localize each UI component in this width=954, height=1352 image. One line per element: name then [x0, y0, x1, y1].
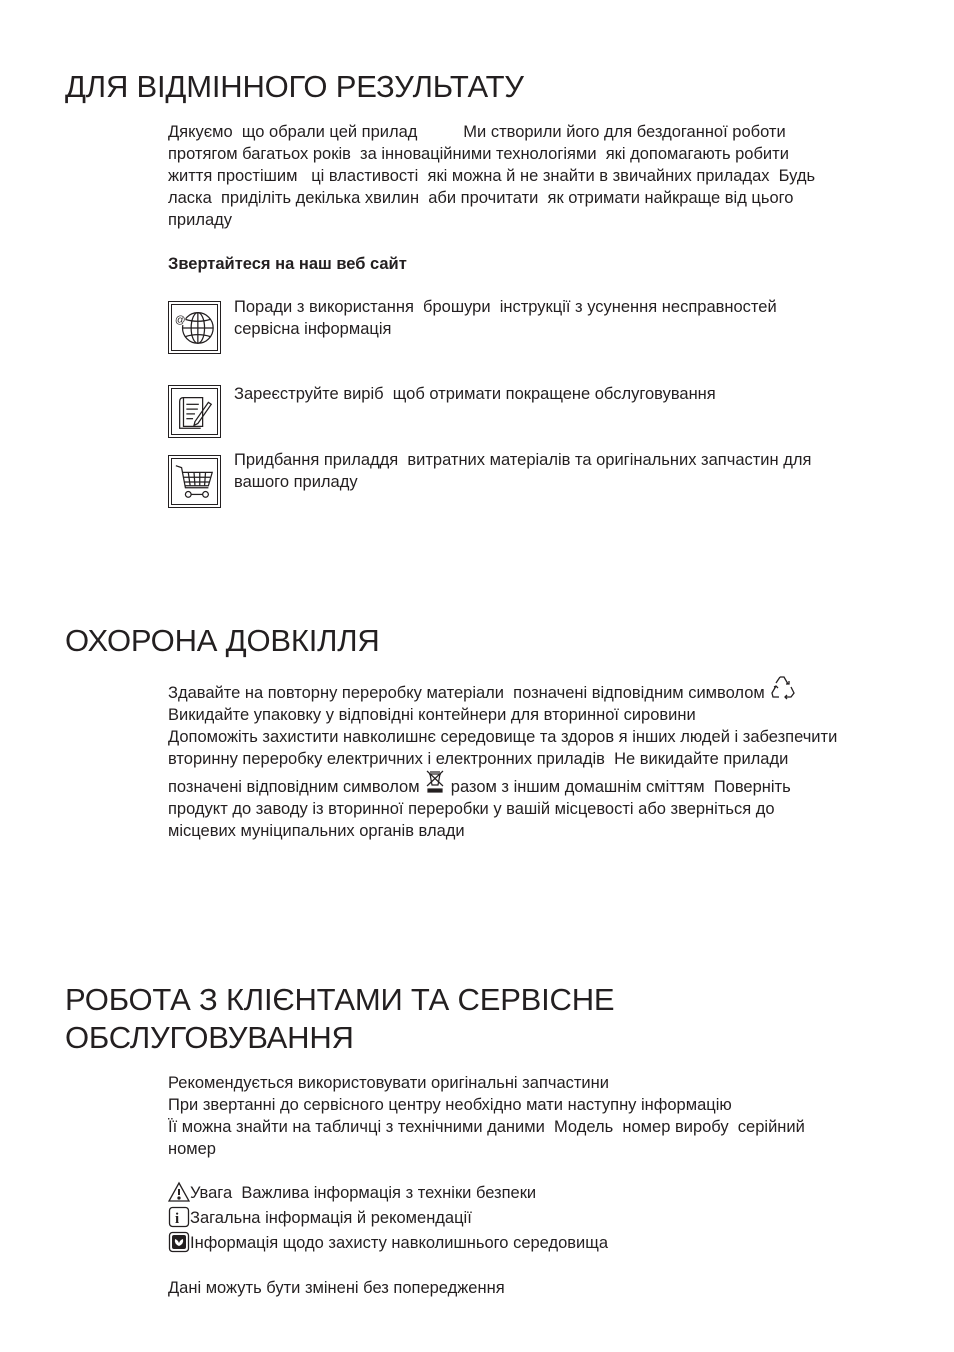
intro-line: ласка приділіть декілька хвилин аби прочитати як отримати найкраще від цього — [168, 189, 794, 207]
env-line: вторинну переробку електричних і електронних приладів Не викидайте прилади — [168, 750, 789, 768]
item-line: вашого приладу — [234, 473, 358, 491]
info-icon — [168, 1206, 190, 1228]
legend-item — [168, 1181, 608, 1206]
intro-line: життя простішим ці властивості які можна й не знайти в звичайних приладах Будь — [168, 167, 816, 185]
env-line — [168, 682, 837, 704]
legend-item — [168, 1206, 608, 1231]
intro-line: приладу — [168, 211, 233, 229]
symbol-legend — [168, 1181, 608, 1256]
item-register-text — [234, 383, 716, 405]
recycle-icon — [769, 673, 797, 701]
section-title-environment: ОХОРОНА ДОВКІЛЛЯ — [65, 623, 380, 658]
warning-icon — [168, 1181, 190, 1203]
intro-line: Дякуємо що обрали цей прилад Ми створили його для бездоганної роботи — [168, 123, 786, 141]
intro-paragraph — [168, 121, 815, 231]
item-line: сервісна інформація — [234, 320, 392, 338]
service-line: Її можна знайти на табличці з технічними даними Модель номер виробу серійний — [168, 1118, 805, 1136]
item-globe-text — [234, 296, 777, 340]
footer-note: Дані можуть бути змінені без попередження — [168, 1279, 505, 1297]
service-line: Рекомендується використовувати оригінальні запчастини — [168, 1074, 609, 1092]
service-line: номер — [168, 1140, 216, 1158]
legend-text: Увага Важлива інформація з техніки безпеки — [190, 1184, 537, 1202]
environment-paragraph — [168, 682, 837, 842]
service-line: При звертанні до сервісного центру необхідно мати наступну інформацію — [168, 1096, 732, 1114]
crossed-bin-icon — [424, 768, 446, 794]
svg-text:i: i — [175, 1210, 180, 1227]
globe-icon — [168, 301, 221, 354]
env-line-text: позначені відповідним символом — [168, 778, 420, 796]
item-cart-text — [234, 449, 811, 493]
item-line: Зареєструйте виріб щоб отримати покращене обслуговування — [234, 385, 716, 403]
legend-item — [168, 1231, 608, 1256]
section-title-service — [65, 981, 614, 1057]
env-line-text: Здавайте на повторну переробку матеріали позначені відповідним символом — [168, 684, 765, 702]
website-heading: Звертайтеся на наш веб сайт — [168, 255, 407, 273]
legend-text: Загальна інформація й рекомендації — [190, 1209, 472, 1227]
title-line: ОБСЛУГОВУВАННЯ — [65, 1020, 354, 1055]
service-paragraph — [168, 1072, 805, 1160]
cart-icon — [168, 455, 221, 508]
env-line-text: разом з іншим домашнім сміттям Поверніть — [450, 778, 791, 796]
item-line: Придбання приладдя витратних матеріалів та оригінальних запчастин для — [234, 451, 812, 469]
env-line — [168, 776, 837, 798]
env-line: Викидайте упаковку у відповідні контейнери для вторинної сировини — [168, 706, 696, 724]
intro-line: протягом багатьох років за інноваційними технологіями які допомагають робити — [168, 145, 789, 163]
env-line: Допоможіть захистити навколишнє середовище та здоров я інших людей і забезпечити — [168, 728, 838, 746]
env-line: продукт до заводу із вторинної переробки у вашій місцевості або зверніться до — [168, 800, 775, 818]
env-line: місцевих муніципальних органів влади — [168, 822, 465, 840]
title-line: РОБОТА З КЛІЄНТАМИ ТА СЕРВІСНЕ — [65, 982, 615, 1017]
section-title-result: ДЛЯ ВІДМІННОГО РЕЗУЛЬТАТУ — [65, 69, 524, 104]
svg-text:@: @ — [174, 314, 186, 327]
legend-text: Інформація щодо захисту навколишнього середовища — [190, 1234, 609, 1252]
environment-icon — [168, 1231, 190, 1253]
item-line: Поради з використання брошури інструкції з усунення несправностей — [234, 298, 777, 316]
register-icon — [168, 385, 221, 438]
